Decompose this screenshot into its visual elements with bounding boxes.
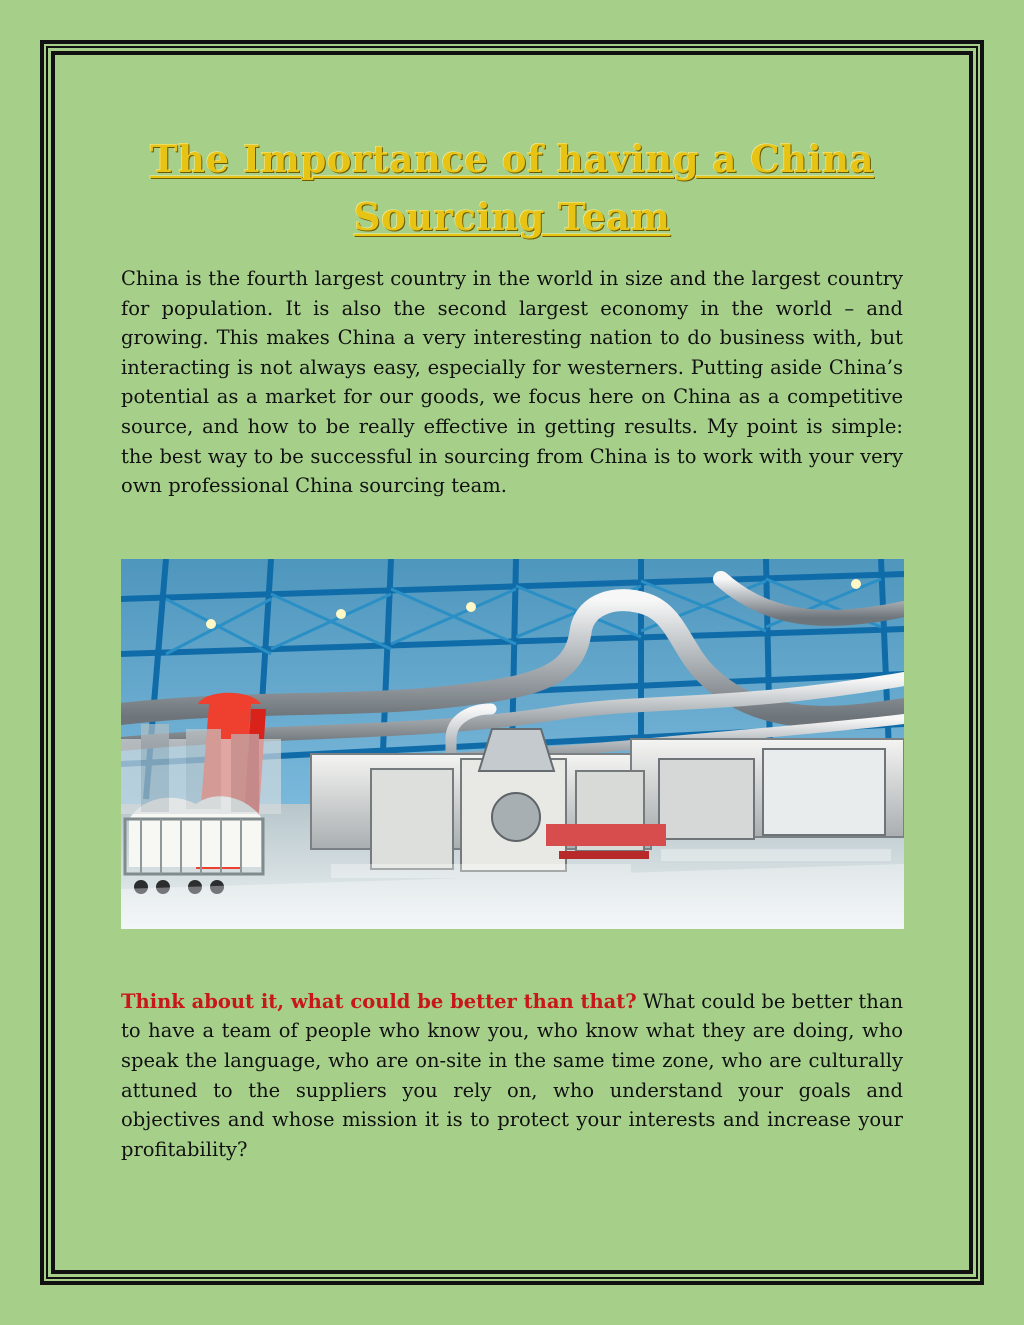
factory-photo (121, 559, 904, 929)
distant-equipment (121, 724, 281, 814)
highlight-question: Think about it, what could be better than that? (121, 989, 637, 1013)
intro-paragraph: China is the fourth largest country in the world in size and the largest country for population. It is also the second largest economy in the world – and growing. This makes China a very interesting nation to do business with, but interacting is not always easy, especially for westerners. Putting aside China’s potential as a market for our goods, we focus here on China as a competitive source, and how to be really effective in getting results. My point is simple: the best way to be successful in sourcing from China is to work with your very own professional China sourcing team. (121, 267, 903, 498)
closing-body: What could be better than to have a team of people who know you, who know what they are doing, who speak the language, who are on-site in the same time zone, who are culturally attuned to the suppliers you rely on, who understand your goals and objectives and whose mission it is to protect your interests and increase your profitability? (121, 989, 904, 1161)
document-title: The Importance of having a China Sourcing Team (150, 137, 874, 239)
factory-illustration (121, 559, 904, 929)
closing-paragraph (121, 987, 903, 1165)
document-content (121, 130, 903, 1164)
